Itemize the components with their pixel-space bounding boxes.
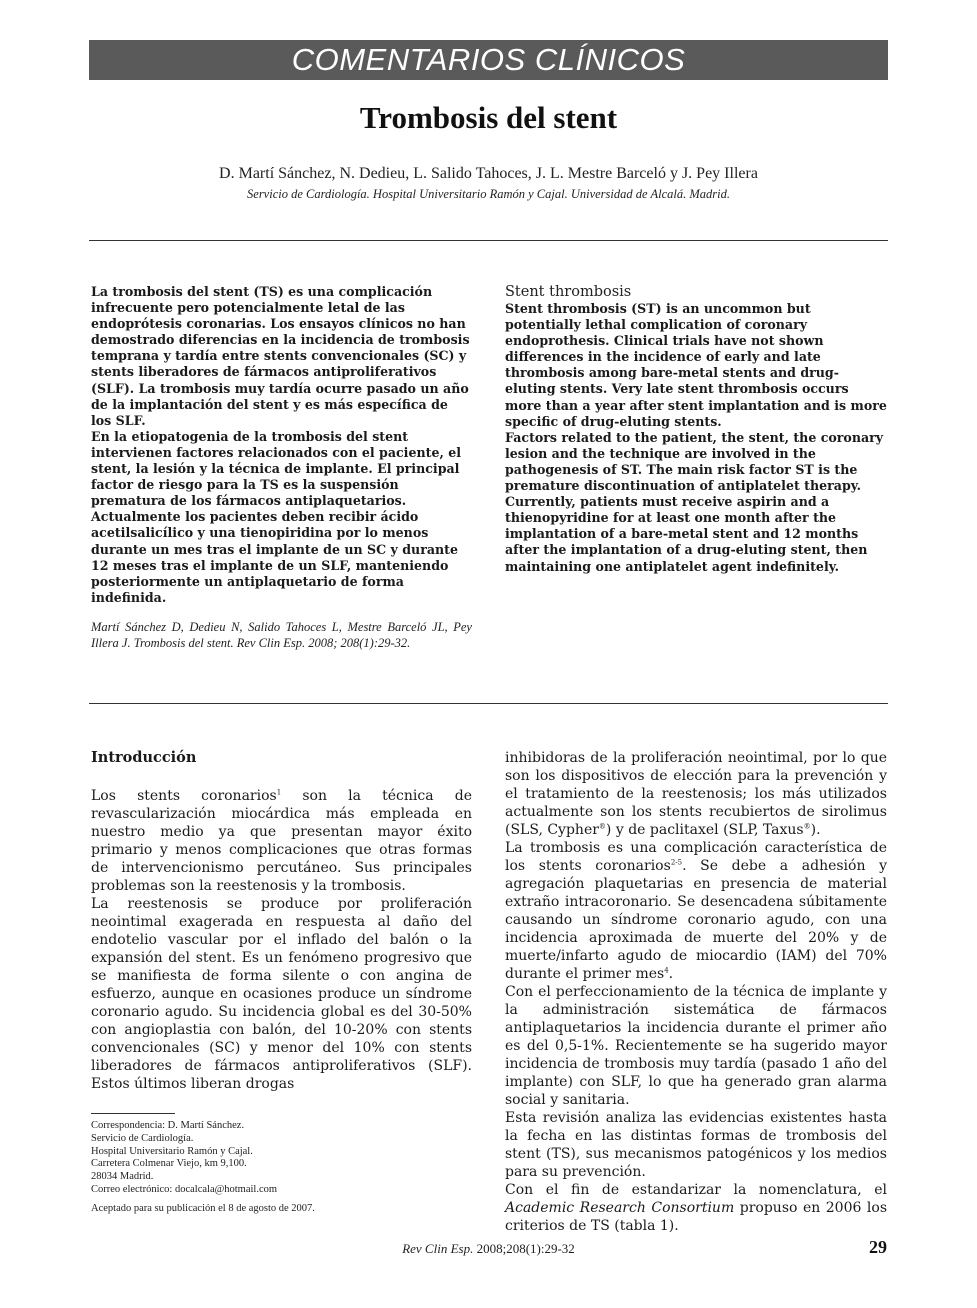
reference-mark: 4 [664, 966, 669, 975]
citation: Martí Sánchez D, Dedieu N, Salido Tahoces L, Mestre Barceló JL, Pey Illera J. Trombosis del stent. Rev Clin Esp. 2008; 208(1):29-32. [91, 620, 472, 650]
text-run: inhibidoras de la proliferación neointimal, por lo que son los dispositivos de elección para la prevención y el tratamiento de la reestenosis; los más utilizados actualmente son los stents recubiertos de sirolimus (SLS, Cypher [505, 750, 887, 838]
abstract-es-paragraph-1: La trombosis del stent (TS) es una complicación infrecuente pero potencialmente letal de las endoprótesis coronarias. Los ensayos clínicos no han demostrado diferencias en la incidencia de trombosis temprana y tardía entre stents convencionales (SC) y stents liberadores de fármacos antiproliferativos (SLF). La trombosis muy tardía ocurre pasado un año de la implantación del stent y es más específica de los SLF. [91, 284, 470, 428]
text-run: La trombosis es una complicación característica de los stents coronarios [505, 840, 887, 874]
accepted-date: Aceptado para su publicación el 8 de agosto de 2007. [91, 1202, 315, 1214]
abstract-divider [89, 703, 888, 704]
text-run: . Se debe a adhesión y agregación plaquetarias en presencia de material extraño intracoronario. Se desencadena súbitamente causando un síndrome coronario agudo, con una incidencia aproximada de muerte del 20% y de muerte/infarto agudo de miocardio (IAM) del 70% durante el primer mes [505, 858, 888, 982]
reference-mark: 2-5 [670, 858, 683, 867]
text-run: Los stents coronarios [91, 788, 277, 804]
text-run: ) y de paclitaxel (SLP, Taxus [605, 822, 804, 838]
text-run: ). [810, 822, 821, 838]
journal-reference [89, 1241, 888, 1257]
body-paragraph [91, 787, 472, 895]
italic-text-run: Academic Research Consortium [505, 1200, 735, 1216]
abstract-english [505, 283, 887, 575]
reference-mark: 1 [276, 788, 282, 797]
journal-name: Rev Clin Esp. [402, 1241, 474, 1256]
page-number: 29 [869, 1237, 887, 1257]
section-heading-introduccion: Introducción [91, 749, 197, 766]
body-column-left [91, 749, 472, 1093]
body-paragraph [505, 1181, 887, 1235]
affiliation: Servicio de Cardiología. Hospital Universitario Ramón y Cajal. Universidad de Alcalá. Madrid. [247, 187, 730, 201]
section-banner: COMENTARIOS CLÍNICOS [89, 40, 888, 80]
footnote-line: Carretera Colmenar Viejo, km 9,100. [91, 1158, 247, 1170]
abstract-spanish [91, 284, 472, 606]
abstract-en-heading: Stent thrombosis [505, 284, 632, 300]
correspondence-footnote [91, 1120, 472, 1216]
footnote-line: Servicio de Cardiología. [91, 1132, 194, 1144]
journal-volume: 2008;208(1):29-32 [473, 1241, 575, 1256]
footnote-line: Correo electrónico: docalcala@hotmail.com [91, 1183, 278, 1195]
footnote-divider [91, 1113, 175, 1114]
body-paragraph [505, 839, 887, 983]
author-list: D. Martí Sánchez, N. Dedieu, L. Salido Tahoces, J. L. Mestre Barceló y J. Pey Illera [219, 165, 758, 182]
abstract-en-paragraph-2: Factors related to the patient, the stent, the coronary lesion and the technique are involved in the pathogenesis of ST. The main risk factor ST is the premature discontinuation of antiplatelet therapy. Currently, patients must receive aspirin and a thienopyridine for at least one month after the implantation of a bare-metal stent and 12 months after the implantation of a drug-eluting stent, then maintaining one antiplatelet agent indefinitely. [505, 429, 884, 574]
article-title: Trombosis del stent [359, 100, 618, 135]
body-paragraph [505, 749, 887, 839]
body-column-right [505, 749, 887, 1235]
top-divider [89, 240, 888, 241]
text-run: son la técnica de revascularización miocárdica más empleada en nuestro medio ya que presentan mayor éxito primario y menos complicaciones que otras formas de intervencionismo percutáneo. Sus principales problemas son la reestenosis y la trombosis. [91, 788, 472, 894]
registered-mark: ® [598, 822, 606, 831]
abstract-en-paragraph-1: Stent thrombosis (ST) is an uncommon but potentially lethal complication of coronary endoprothesis. Clinical trials have not shown differences in the incidence of early and late thrombosis among bare-metal stents and drug-eluting stents. Very late stent thrombosis occurs more than a year after stent implantation and is more specific of drug-eluting stents. [505, 301, 887, 429]
text-run: . [668, 966, 674, 982]
footnote-line: Correspondencia: D. Martí Sánchez. [91, 1120, 245, 1131]
registered-mark: ® [803, 822, 811, 831]
text-run: propuso en 2006 los criterios de TS (tabla 1). [505, 1200, 888, 1234]
body-paragraph: Esta revisión analiza las evidencias existentes hasta la fecha en las distintas formas de trombosis del stent (TS), sus mecanismos patogénicos y los medios para su prevención. [505, 1110, 887, 1180]
body-paragraph: La reestenosis se produce por proliferación neointimal exagerada en respuesta al daño del endotelio vascular por el inflado del balón o la expansión del stent. Es un fenómeno progresivo que se manifiesta de forma silente o con angina de esfuerzo, aunque en ocasiones produce un síndrome coronario agudo. Su incidencia global es del 30-50% con angioplastia con balón, del 10-20% con stents convencionales (SC) y menor del 10% con stents liberadores de fármacos antiproliferativos (SLF). Estos últimos liberan drogas [91, 896, 472, 1092]
text-run: Con el fin de estandarizar la nomenclatura, el [505, 1182, 887, 1198]
footnote-line: Hospital Universitario Ramón y Cajal. [91, 1145, 253, 1157]
body-paragraph: Con el perfeccionamiento de la técnica de implante y la administración sistemática de fármacos antiplaquetarios la incidencia durante el primer año es del 0,5-1%. Recientemente se ha sugerido mayor incidencia de trombosis muy tardía (pasado 1 año del implante) con SLF, lo que ha generado gran alarma social y sanitaria. [505, 984, 887, 1108]
abstract-es-paragraph-2: En la etiopatogenia de la trombosis del stent intervienen factores relacionados con el paciente, el stent, la lesión y la técnica de implante. El principal factor de riesgo para la TS es la suspensión prematura de los fármacos antiplaquetarios. Actualmente los pacientes deben recibir ácido acetilsalicílico y una tienopiridina por lo menos durante un mes tras el implante de un SC y durante 12 meses tras el implante de un SLF, manteniendo posteriormente un antiplaquetario de forma indefinida. [91, 428, 462, 605]
footnote-line: 28034 Madrid. [91, 1171, 154, 1183]
